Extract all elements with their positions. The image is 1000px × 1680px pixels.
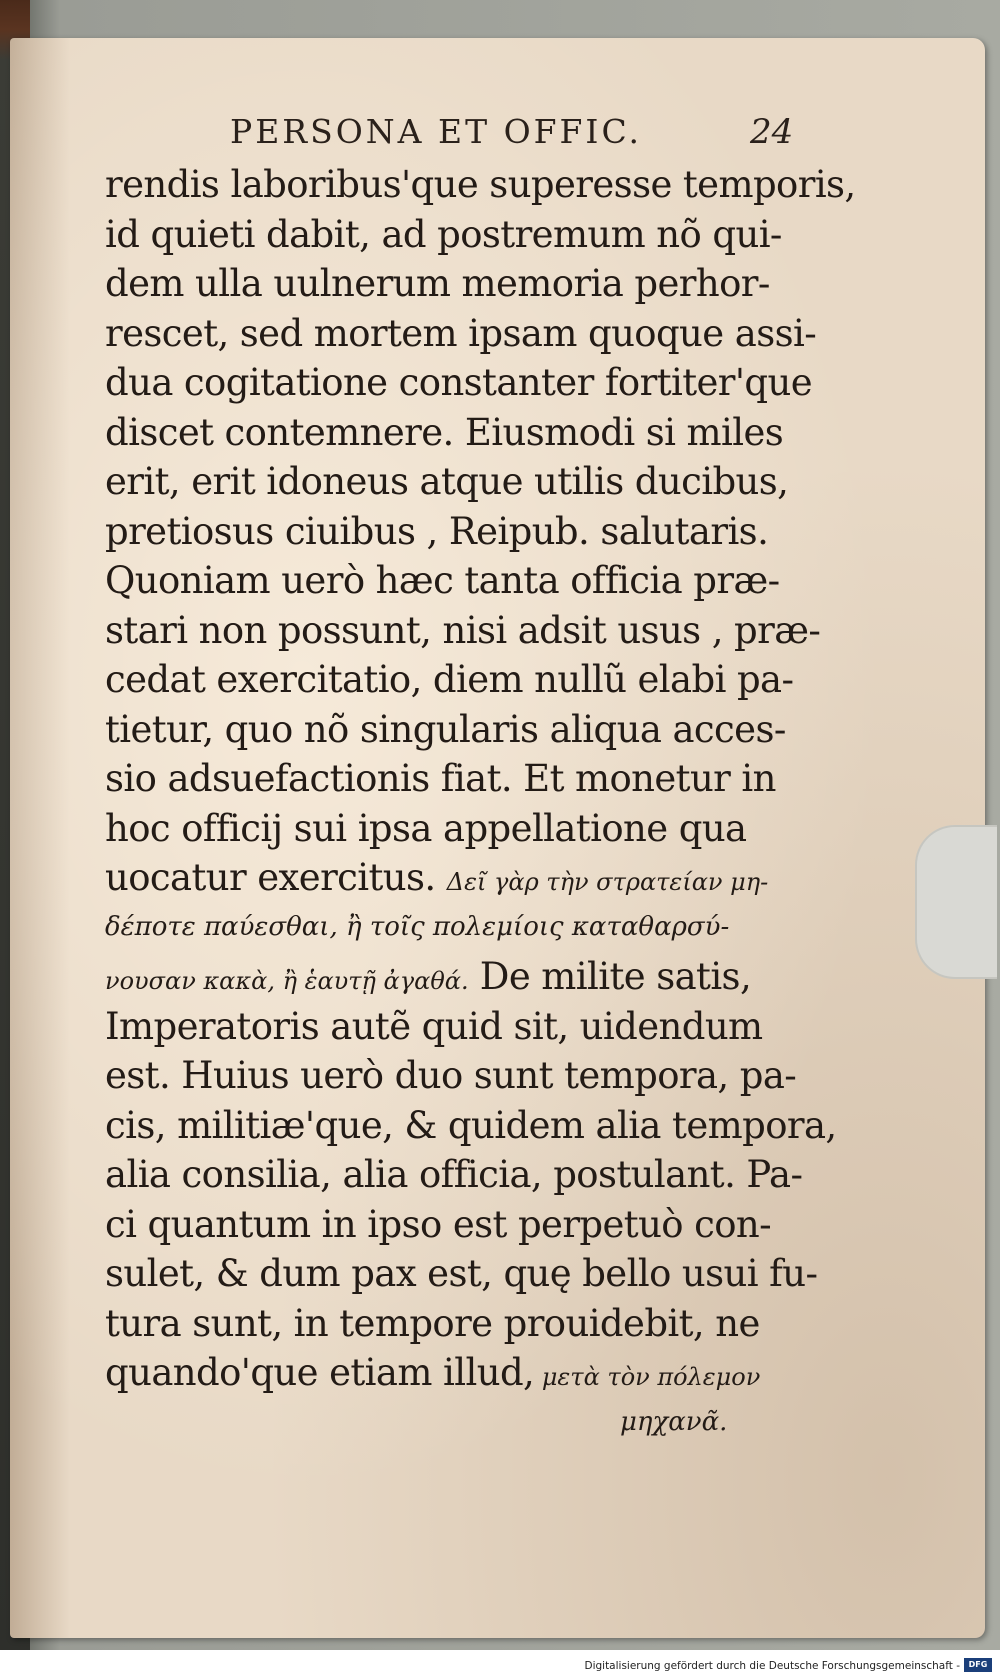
page-header (230, 112, 794, 152)
text-block (105, 160, 856, 1447)
text-line: cedat exercitatio, diem nullũ elabi pa- (105, 658, 794, 701)
running-head: PERSONA ET OFFIC. (230, 112, 643, 151)
page-number: 24 (750, 112, 794, 152)
greek-line: δέποτε παύεσθαι, ἢ τοῖς πολεμίοις καταθαρσύ- (105, 911, 730, 942)
text-line: dem ulla uulnerum memoria perhor- (105, 262, 770, 305)
text-line: rescet, sed mortem ipsam quoque assi- (105, 311, 817, 355)
text-line: ci quantum in ipso est perpetuò con- (105, 1202, 772, 1246)
text-line: cis, militiæ'que, & quidem alia tempora, (105, 1103, 837, 1147)
dfg-logo: DFG (964, 1658, 992, 1672)
greek-quotation: μετὰ τὸν πόλεμον (534, 1363, 761, 1391)
text-line: stari non possunt, nisi adsit usus , præ- (105, 608, 821, 652)
scanner-clip (915, 825, 997, 979)
text-line: tura sunt, in tempore prouidebit, ne (105, 1301, 760, 1345)
text-line: est. Huius uerò duo sunt tempora, pa- (105, 1054, 797, 1097)
text-line: uocatur exercitus. Δεῖ γὰρ τὴν στρατείαν μη- (105, 856, 769, 899)
text-line: discet contemnere. Eiusmodi si miles (105, 410, 784, 454)
greek-line: μηχανᾶ. (620, 1406, 728, 1437)
text-line: rendis laboribus'que superesse temporis, (105, 163, 856, 206)
funding-credit: Digitalisierung gefördert durch die Deutsche Forschungsgemeinschaft - (584, 1660, 960, 1672)
text-line: quando'que etiam illud, μετὰ τὸν πόλεμον (105, 1351, 761, 1394)
text-line: sio adsuefactionis fiat. Et monetur in (105, 757, 776, 800)
text-line: Imperatoris autẽ quid sit, uidendum (105, 1004, 763, 1048)
text-line: alia consilia, alia officia, postulant. Pa- (105, 1153, 803, 1196)
greek-quotation: Δεῖ γὰρ τὴν στρατείαν μη- (446, 868, 769, 896)
text-line: erit, erit idoneus atque utilis ducibus, (105, 460, 789, 503)
text-line: pretiosus ciuibus , Reipub. salutaris. (105, 509, 769, 553)
greek-quotation: νουσαν κακὰ, ἢ ἑαυτῇ ἀγαθά. (105, 967, 469, 995)
digitization-footer (0, 1650, 1000, 1680)
text-line: id quieti dabit, ad postremum nõ qui- (105, 212, 782, 256)
text-line: dua cogitatione constanter fortiter'que (105, 361, 813, 404)
text-line: sulet, & dum pax est, quę bello usui fu- (105, 1252, 818, 1295)
text-line: νουσαν κακὰ, ἢ ἑαυτῇ ἀγαθά. De milite satis, (105, 955, 752, 998)
text-line: tietur, quo nõ singularis aliqua acces- (105, 707, 786, 751)
text-line: hoc officij sui ipsa appellatione qua (105, 806, 747, 850)
text-line: Quoniam uerò hæc tanta officia præ- (105, 559, 780, 602)
